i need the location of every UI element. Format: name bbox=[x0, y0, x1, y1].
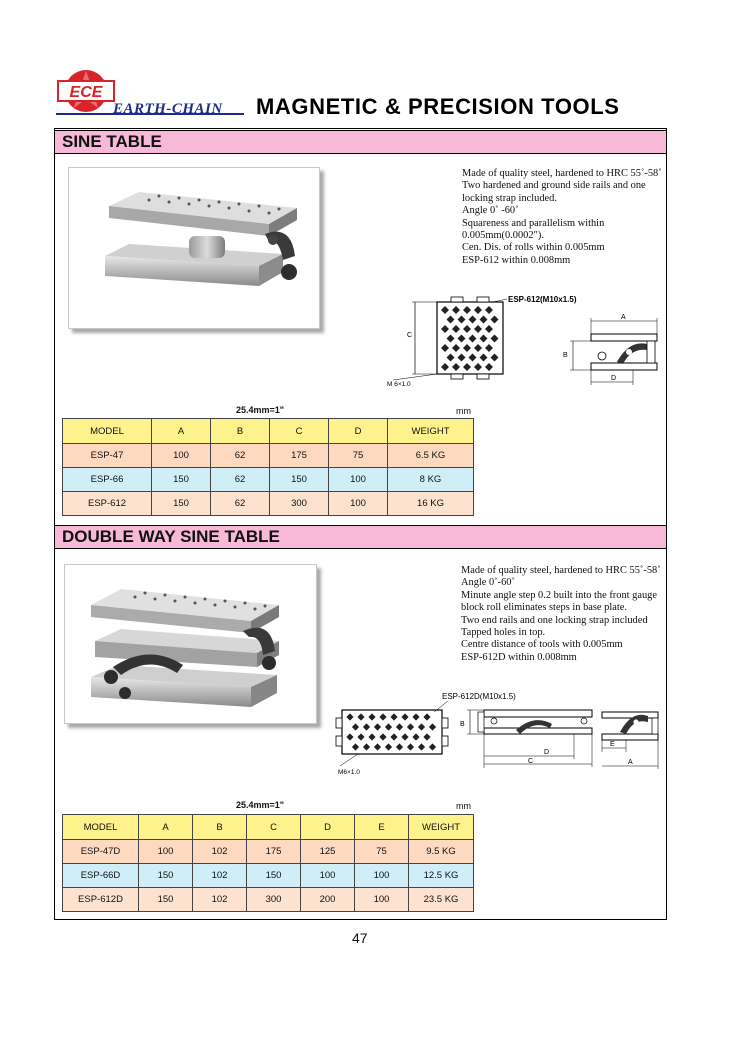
front-view-drawing bbox=[478, 710, 592, 734]
table-cell: 9.5 KG bbox=[409, 840, 474, 864]
section-header-sine-table bbox=[55, 130, 666, 154]
thread-label: M6×1.0 bbox=[338, 769, 360, 776]
description-line: Cen. Dis. of rolls within 0.005mm bbox=[462, 242, 605, 254]
side-view-drawing bbox=[602, 712, 658, 740]
column-header: MODEL bbox=[63, 815, 139, 840]
table-cell: 12.5 KG bbox=[409, 864, 474, 888]
table-row bbox=[63, 492, 474, 516]
table-cell: 175 bbox=[247, 840, 301, 864]
double-sine-table-spec-table bbox=[62, 814, 474, 912]
table-cell: 102 bbox=[193, 888, 247, 912]
side-view-drawing bbox=[591, 334, 657, 370]
table-cell: 150 bbox=[139, 888, 193, 912]
dimension-c-label: C bbox=[407, 332, 413, 339]
description-line: Centre distance of tools with 0.005mm bbox=[461, 639, 623, 651]
description-line: Two hardened and ground side rails and one bbox=[462, 180, 646, 192]
sine-table-spec-table bbox=[62, 418, 474, 516]
table-cell: ESP-612 bbox=[63, 492, 152, 516]
double-sine-table-photo bbox=[65, 565, 316, 723]
table-cell: ESP-47D bbox=[63, 840, 139, 864]
sine-table-description bbox=[462, 168, 662, 267]
table-cell: ESP-66 bbox=[63, 468, 152, 492]
description-line: Angle 0˚-60˚ bbox=[461, 577, 515, 589]
column-header: C bbox=[270, 419, 329, 444]
table-row bbox=[63, 468, 474, 492]
description-line: ESP-612 within 0.008mm bbox=[462, 254, 571, 266]
table-cell: 102 bbox=[193, 864, 247, 888]
description-line: Squareness and parallelism within bbox=[462, 217, 605, 229]
sine-table-photo bbox=[69, 168, 319, 328]
column-header: E bbox=[355, 815, 409, 840]
column-header: D bbox=[329, 419, 388, 444]
description-line: Made of quality steel, hardened to HRC 55˚-58˚ bbox=[462, 168, 662, 179]
description-line: Tapped holes in top. bbox=[461, 627, 546, 639]
table-row bbox=[63, 444, 474, 468]
top-view-drawing bbox=[437, 297, 503, 379]
table-cell: 8 KG bbox=[388, 468, 474, 492]
table-cell: 125 bbox=[301, 840, 355, 864]
table-cell: 300 bbox=[247, 888, 301, 912]
description-line: locking strap included. bbox=[462, 192, 557, 204]
description-line: Made of quality steel, hardened to HRC 55˚-58˚ bbox=[461, 565, 661, 576]
dimension-d-label: D bbox=[544, 749, 550, 756]
unit-label: mm bbox=[456, 801, 471, 811]
brand-name: EARTH-CHAIN bbox=[113, 101, 223, 117]
unit-conversion-note: 25.4mm=1" bbox=[236, 405, 285, 415]
table-cell: 23.5 KG bbox=[409, 888, 474, 912]
table-cell: 100 bbox=[355, 864, 409, 888]
table-header-row bbox=[63, 419, 474, 444]
column-header: MODEL bbox=[63, 419, 152, 444]
table-row bbox=[63, 864, 474, 888]
table-cell: 62 bbox=[211, 492, 270, 516]
description-line: Minute angle step 0.2 built into the front gauge bbox=[461, 589, 657, 601]
column-header: WEIGHT bbox=[388, 419, 474, 444]
column-header: A bbox=[152, 419, 211, 444]
table-cell: 150 bbox=[139, 864, 193, 888]
top-view-drawing bbox=[336, 710, 448, 754]
double-sine-table-description bbox=[461, 565, 661, 664]
section-title: SINE TABLE bbox=[62, 132, 162, 151]
table-cell: 62 bbox=[211, 468, 270, 492]
table-cell: 75 bbox=[355, 840, 409, 864]
page-number: 47 bbox=[352, 930, 368, 946]
unit-label: mm bbox=[456, 406, 471, 416]
description-line: block roll eliminates steps in base plate. bbox=[461, 602, 627, 614]
table-cell: ESP-47 bbox=[63, 444, 152, 468]
table-cell: 150 bbox=[152, 468, 211, 492]
table-cell: 200 bbox=[301, 888, 355, 912]
table-cell: 16 KG bbox=[388, 492, 474, 516]
sine-table-technical-drawing bbox=[385, 288, 667, 394]
table-cell: 62 bbox=[211, 444, 270, 468]
table-cell: 150 bbox=[270, 468, 329, 492]
double-sine-table-technical-drawing bbox=[330, 690, 666, 780]
table-cell: ESP-66D bbox=[63, 864, 139, 888]
model-tag: ESP-612(M10x1.5) bbox=[508, 295, 577, 304]
column-header: A bbox=[139, 815, 193, 840]
page-title: MAGNETIC & PRECISION TOOLS bbox=[256, 94, 620, 119]
column-header: C bbox=[247, 815, 301, 840]
table-cell: 100 bbox=[152, 444, 211, 468]
table-cell: ESP-612D bbox=[63, 888, 139, 912]
model-tag: ESP-612D(M10x1.5) bbox=[442, 692, 516, 701]
description-line: ESP-612D within 0.008mm bbox=[461, 651, 577, 663]
table-cell: 100 bbox=[355, 888, 409, 912]
dimension-e-label: E bbox=[610, 741, 615, 748]
dimension-b-label: B bbox=[460, 721, 465, 728]
logo-text: ECE bbox=[69, 84, 103, 101]
table-cell: 6.5 KG bbox=[388, 444, 474, 468]
table-cell: 150 bbox=[247, 864, 301, 888]
column-header: D bbox=[301, 815, 355, 840]
thread-label: M 6×1.0 bbox=[387, 381, 411, 388]
product-photo-frame bbox=[68, 167, 320, 329]
table-row bbox=[63, 888, 474, 912]
column-header: WEIGHT bbox=[409, 815, 474, 840]
column-header: B bbox=[193, 815, 247, 840]
table-cell: 150 bbox=[152, 492, 211, 516]
table-cell: 100 bbox=[329, 468, 388, 492]
table-cell: 100 bbox=[329, 492, 388, 516]
dimension-a-label: A bbox=[621, 314, 626, 321]
product-photo-frame bbox=[64, 564, 317, 724]
table-cell: 102 bbox=[193, 840, 247, 864]
section-header-double-way-sine-table bbox=[55, 525, 666, 549]
table-row bbox=[63, 840, 474, 864]
table-cell: 175 bbox=[270, 444, 329, 468]
table-cell: 100 bbox=[301, 864, 355, 888]
description-line: Two end rails and one locking strap included bbox=[461, 614, 648, 626]
unit-conversion-note: 25.4mm=1" bbox=[236, 800, 285, 810]
dimension-b-label: B bbox=[563, 352, 568, 359]
dimension-d-label: D bbox=[611, 375, 617, 382]
table-cell: 75 bbox=[329, 444, 388, 468]
dimension-c-label: C bbox=[528, 758, 534, 765]
table-header-row bbox=[63, 815, 474, 840]
dimension-a-label: A bbox=[628, 759, 633, 766]
description-line: Angle 0˚ -60˚ bbox=[462, 205, 519, 217]
description-line: 0.005mm(0.0002"). bbox=[462, 230, 544, 242]
column-header: B bbox=[211, 419, 270, 444]
table-cell: 300 bbox=[270, 492, 329, 516]
table-cell: 100 bbox=[139, 840, 193, 864]
section-title: DOUBLE WAY SINE TABLE bbox=[62, 527, 280, 546]
